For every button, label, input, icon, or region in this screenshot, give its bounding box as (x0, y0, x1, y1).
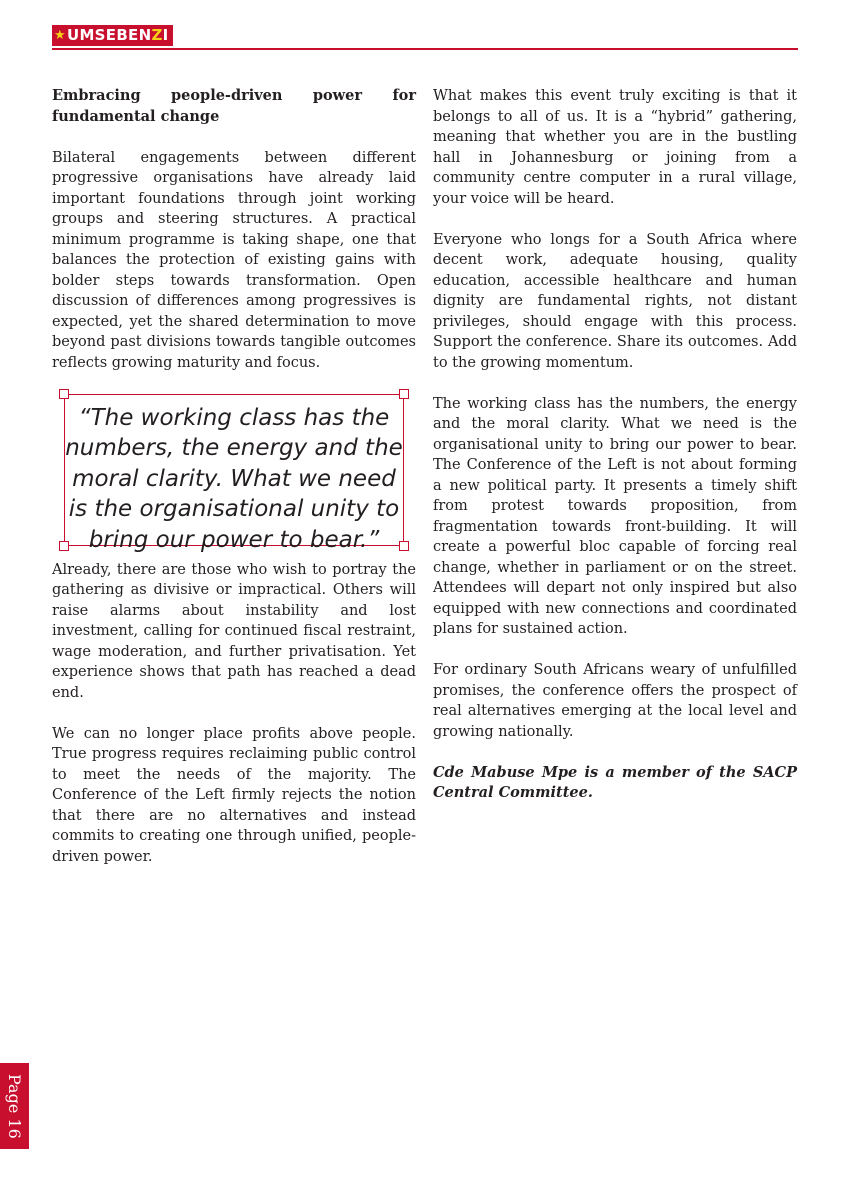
author-byline: Cde Mabuse Mpe is a member of the SACP Central Committee. (433, 763, 797, 801)
corner-ornament (59, 389, 69, 399)
logo-text-suffix: I (162, 26, 169, 44)
corner-ornament (399, 389, 409, 399)
logo-text-prefix: UMSEBEN (66, 26, 152, 44)
page-number: Page 16 (5, 1073, 24, 1139)
left-column (52, 86, 416, 888)
pull-quote-text: “The working class has the numbers, the energy and the moral clarity. What we need is the organisational unity to bring our power to bear.” (65, 404, 403, 553)
logo-text-z: Z (151, 26, 163, 44)
umsebenzi-logo (52, 25, 173, 46)
masthead (52, 24, 173, 46)
star-icon: ★ (54, 27, 66, 43)
paragraph: The working class has the numbers, the energy and the moral clarity. What we need is the organisational unity to bring our power to bear. The Conference of the Left is not about forming a new political party. It presents a timely shift from protest towards proposition, from fragmentation towards front-building. It will create a powerful bloc capable of forcing real change, whether in parliament or on the street. Attendees will depart not only inspired but also equipped with new connections and coordinated plans for sustained action. (433, 395, 797, 637)
right-column (433, 86, 797, 824)
paragraph: We can no longer place profits above people. True progress requires reclaiming public control to meet the needs of the majority. The Conference of the Left firmly rejects the notion that there are no alternatives and instead commits to creating one through unified, people-driven power. (52, 725, 416, 865)
paragraph: What makes this event truly exciting is that it belongs to all of us. It is a “hybrid” gathering, meaning that whether you are in the bustling hall in Johannesburg or joining from a community centre computer in a rural village, your voice will be heard. (433, 88, 797, 207)
paragraph: For ordinary South Africans weary of unfulfilled promises, the conference offers the prospect of real alternatives emerging at the local level and growing nationally. (433, 662, 797, 740)
paragraph: Already, there are those who wish to portray the gathering as divisive or impractical. Others will raise alarms about instability and lost investment, calling for continued fiscal restraint, wage moderation, and further privatisation. Yet experience shows that path has reached a dead end. (52, 561, 416, 701)
page-number-tab (0, 1063, 29, 1149)
paragraph: Bilateral engagements between different progressive organisations have already laid important foundations through joint working groups and steering structures. A practical minimum programme is taking shape, one that balances the protection of existing gains with bolder steps towards transformation. Open discussion of differences among progressives is expected, yet the shared determination to move beyond past divisions towards tangible outcomes reflects growing maturity and focus. (52, 149, 416, 371)
pull-quote-box (64, 394, 404, 553)
section-heading: Embracing people-driven power for fundamental change (52, 87, 416, 125)
paragraph: Everyone who longs for a South Africa where decent work, adequate housing, quality education, accessible healthcare and human dignity are fundamental rights, not distant privileges, should engage with this process. Support the conference. Share its outcomes. Add to the growing momentum. (433, 231, 797, 371)
header-rule (52, 48, 798, 50)
